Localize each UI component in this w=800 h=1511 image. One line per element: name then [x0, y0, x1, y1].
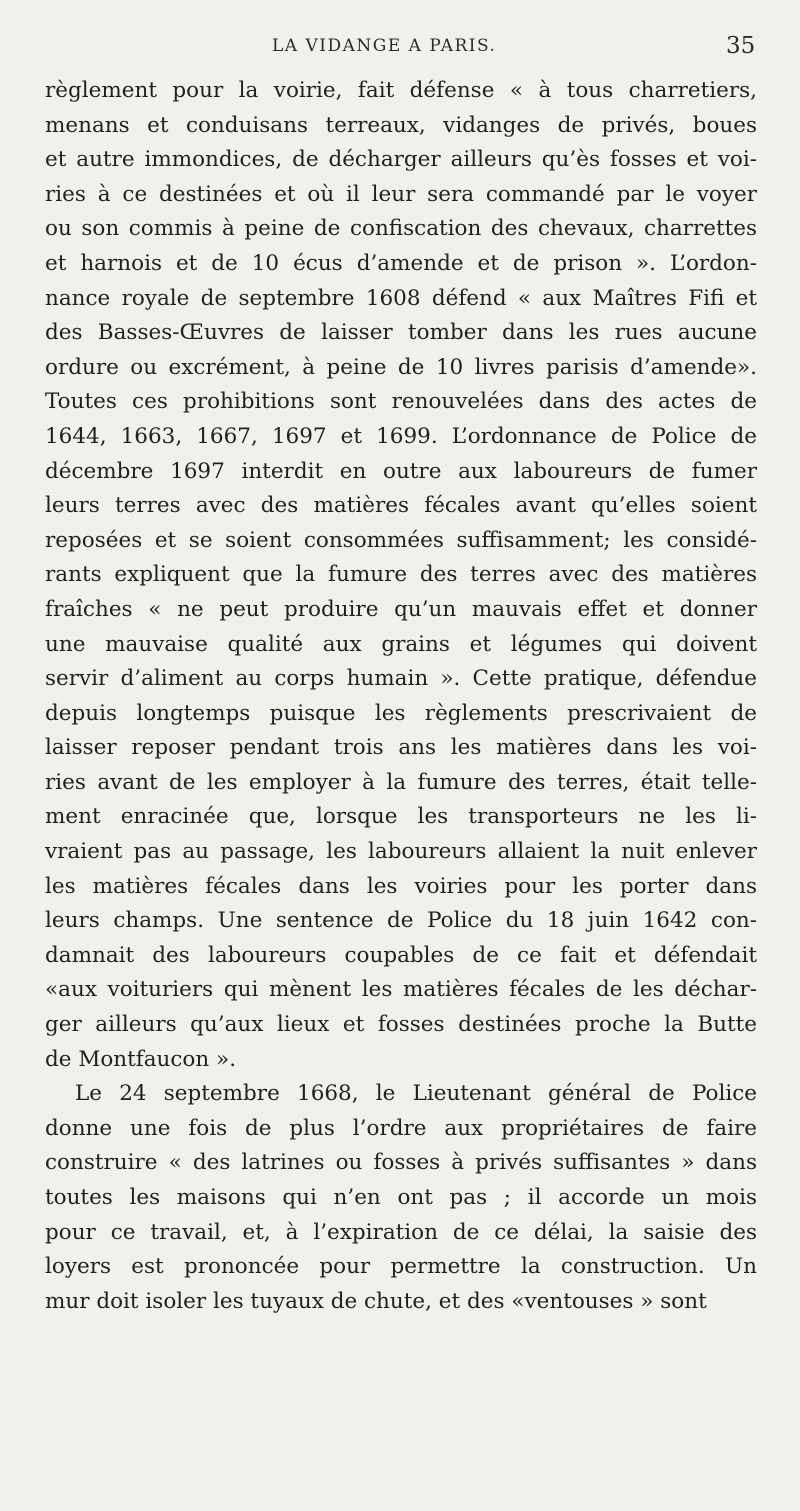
text-line: Toutes ces prohibitions sont renouvelées dans des actes de	[45, 389, 757, 415]
text-line: 1644, 1663, 1667, 1697 et 1699. L’ordonnance de Police de	[45, 423, 757, 449]
text-line: ger ailleurs qu’aux lieux et fosses destinées proche la Butte	[45, 1012, 757, 1038]
text-line: leurs champs. Une sentence de Police du 18 juin 1642 con-	[45, 908, 757, 934]
paragraph	[45, 1077, 757, 1319]
text-line: leurs terres avec des matières fécales avant qu’elles soient	[45, 493, 757, 519]
text-line: règlement pour la voirie, fait défense « à tous charretiers,	[45, 78, 757, 103]
text-line: décembre 1697 interdit en outre aux laboureurs de fumer	[45, 458, 757, 484]
text-line: «aux voituriers qui mènent les matières fécales de les déchar-	[45, 977, 757, 1003]
text-line: loyers est prononcée pour permettre la construction. Un	[45, 1254, 757, 1280]
text-line: reposées et se soient consommées suffisamment; les considé-	[45, 527, 757, 553]
text-line: toutes les maisons qui n’en ont pas ; il accorde un mois	[45, 1185, 757, 1210]
paragraph	[45, 74, 757, 1077]
text-line: ries à ce destinées et où il leur sera commandé par le voyer	[45, 181, 757, 207]
text-line: pour ce travail, et, à l’expiration de ce délai, la saisie des	[45, 1219, 757, 1245]
text-line: ou son commis à peine de confiscation des chevaux, charrettes	[45, 216, 757, 242]
text-line: menans et conduisans terreaux, vidanges de privés, boues	[45, 112, 757, 138]
text-line: des Basses-Œuvres de laisser tomber dans les rues aucune	[45, 320, 757, 346]
text-line: ries avant de les employer à la fumure des terres, était telle-	[45, 769, 757, 795]
text-line: servir d’aliment au corps humain ». Cette pratique, défendue	[45, 666, 757, 692]
text-line: mur doit isoler les tuyaux de chute, et des «ventouses » sont	[45, 1288, 707, 1314]
text-line: de Montfaucon ».	[45, 1046, 237, 1072]
text-line: ordure ou excrément, à peine de 10 livres parisis d’amende».	[45, 354, 757, 380]
text-line: vraient pas au passage, les laboureurs allaient la nuit enlever	[45, 839, 757, 865]
text-line: laisser reposer pendant trois ans les matières dans les voi-	[45, 735, 757, 761]
text-line: depuis longtemps puisque les règlements prescrivaient de	[45, 700, 757, 726]
text-line: Le 24 septembre 1668, le Lieutenant général de Police	[75, 1081, 757, 1107]
text-line: et harnois et de 10 écus d’amende et de prison ». L’ordon-	[45, 250, 757, 276]
text-line: fraîches « ne peut produire qu’un mauvais effet et donner	[45, 596, 757, 622]
text-line: damnait des laboureurs coupables de ce fait et défendait	[45, 942, 757, 968]
text-line: les matières fécales dans les voiries pour les porter dans	[45, 873, 757, 899]
text-line: et autre immondices, de décharger ailleurs qu’ès fosses et voi-	[45, 147, 757, 173]
text-line: construire « des latrines ou fosses à privés suffisantes » dans	[45, 1150, 757, 1176]
running-title: LA VIDANGE A PARIS.	[272, 36, 497, 56]
page-number: 35	[726, 33, 756, 59]
text-line: ment enracinée que, lorsque les transporteurs ne les li-	[45, 804, 757, 830]
text-line: donne une fois de plus l’ordre aux propriétaires de faire	[45, 1115, 757, 1141]
running-head	[0, 33, 800, 66]
text-line: nance royale de septembre 1608 défend « aux Maîtres Fifi et	[45, 285, 757, 311]
text-line: rants expliquent que la fumure des terres avec des matières	[45, 562, 757, 588]
body-text	[45, 74, 757, 1319]
text-line: une mauvaise qualité aux grains et légumes qui doivent	[45, 631, 757, 657]
